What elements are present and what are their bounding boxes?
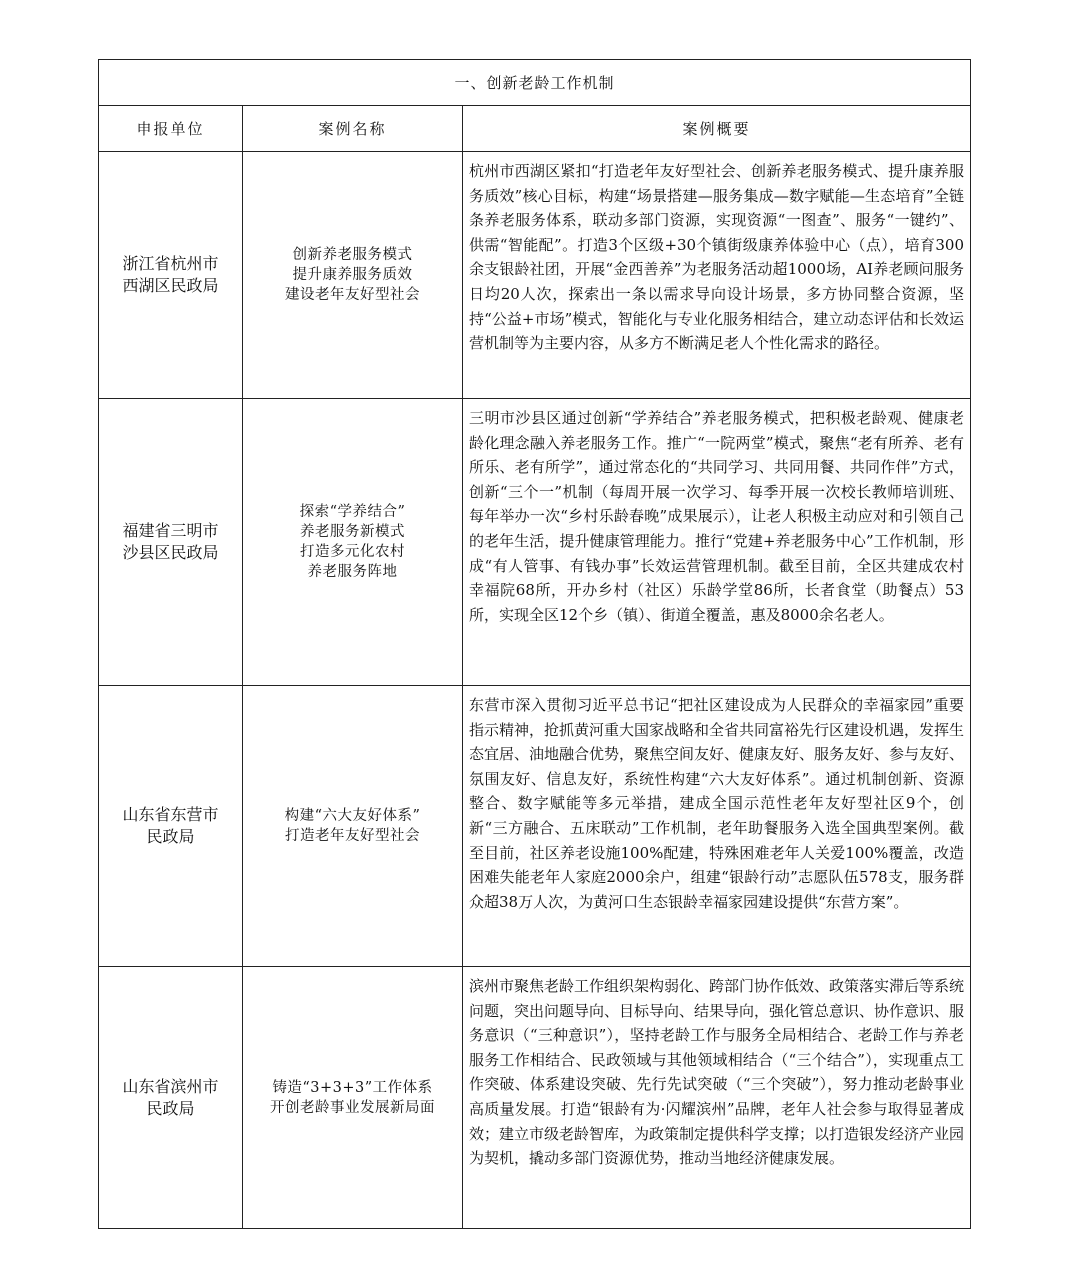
case-name-line: 构建“六大友好体系”	[284, 808, 421, 824]
case-name-line: 打造老年友好型社会	[285, 828, 420, 844]
case-name-line: 养老服务新模式	[300, 524, 405, 540]
case-name-line: 探索“学养结合”	[299, 504, 406, 520]
case-table	[98, 59, 971, 1229]
unit-line: 山东省东营市	[122, 805, 219, 824]
unit-cell	[99, 686, 243, 967]
case-name-cell	[243, 152, 463, 399]
case-name-line: 打造多元化农村	[300, 544, 405, 560]
case-name-line: 开创老龄事业发展新局面	[270, 1099, 435, 1116]
summary-cell: 杭州市西湖区紧扣“打造老年友好型社会、创新养老服务模式、提升康养服务质效”核心目标，构建“场景搭建—服务集成—数字赋能—生态培育”全链条养老服务体系，联动多部门资源，实现资源“一图查”、服务“一键约”、供需“智能配”。打造3个区级+30个镇街级康养体验中心（点），培育300余支银龄社团，开展“金西善养”为老服务活动超1000场，AI养老顾问服务日均20人次，探索出一条以需求导向设计场景，多方协同整合资源，坚持“公益+市场”模式，智能化与专业化服务相结合，建立动态评估和长效运营机制等为主要内容，从多方不断满足老人个性化需求的路径。	[463, 152, 971, 399]
case-name-cell	[243, 399, 463, 686]
unit-cell	[99, 152, 243, 399]
unit-line: 西湖区民政局	[122, 276, 219, 295]
header-summary: 案例概要	[463, 106, 971, 152]
table-row	[99, 967, 971, 1229]
unit-cell	[99, 967, 243, 1229]
header-unit: 申报单位	[99, 106, 243, 152]
case-name-line: 铸造“3+3+3”工作体系	[272, 1079, 433, 1096]
case-name-cell	[243, 686, 463, 967]
summary-cell: 滨州市聚焦老龄工作组织架构弱化、跨部门协作低效、政策落实滞后等系统问题，突出问题导向、目标导向、结果导向，强化管总意识、协作意识、服务意识（“三种意识”），坚持老龄工作与服务全局相结合、老龄工作与养老服务工作相结合、民政领域与其他领域相结合（“三个结合”），实现重点工作突破、体系建设突破、先行先试突破（“三个突破”），努力推动老龄事业高质量发展。打造“银龄有为·闪耀滨州”品牌，老年人社会参与取得显著成效；建立市级老龄智库，为政策制定提供科学支撑；以打造银发经济产业园为契机，撬动多部门资源优势，推动当地经济健康发展。	[463, 967, 971, 1229]
table-row	[99, 399, 971, 686]
unit-line: 山东省滨州市	[122, 1076, 219, 1096]
table-row	[99, 152, 971, 399]
unit-line: 沙县区民政局	[122, 543, 219, 562]
unit-line: 民政局	[146, 1098, 195, 1118]
case-name-line: 养老服务阵地	[307, 564, 398, 580]
case-name-cell	[243, 967, 463, 1229]
case-name-line: 创新养老服务模式	[292, 247, 413, 263]
unit-line: 福建省三明市	[122, 521, 219, 540]
section-title: 一、创新老龄工作机制	[99, 60, 971, 106]
case-name-line: 提升康养服务质效	[292, 267, 413, 283]
case-name-line: 建设老年友好型社会	[285, 287, 420, 303]
header-case-name: 案例名称	[243, 106, 463, 152]
summary-cell: 三明市沙县区通过创新“学养结合”养老服务模式，把积极老龄观、健康老龄化理念融入养老服务工作。推广“一院两堂”模式，聚焦“老有所养、老有所乐、老有所学”，通过常态化的“共同学习、共同用餐、共同作伴”方式，创新“三个一”机制（每周开展一次学习、每季开展一次校长教师培训班、每年举办一次“乡村乐龄春晚”成果展示），让老人积极主动应对和引领自己的老年生活，提升健康管理能力。推行“党建+养老服务中心”工作机制，形成“有人管事、有钱办事”长效运营管理机制。截至目前，全区共建成农村幸福院68所，开办乡村（社区）乐龄学堂86所，长者食堂（助餐点）53所，实现全区12个乡（镇）、街道全覆盖，惠及8000余名老人。	[463, 399, 971, 686]
unit-line: 民政局	[146, 827, 195, 846]
unit-line: 浙江省杭州市	[122, 254, 219, 273]
unit-cell	[99, 399, 243, 686]
table-row	[99, 686, 971, 967]
summary-cell: 东营市深入贯彻习近平总书记“把社区建设成为人民群众的幸福家园”重要指示精神，抢抓黄河重大国家战略和全省共同富裕先行区建设机遇，发挥生态宜居、油地融合优势，聚焦空间友好、健康友好、服务友好、参与友好、氛围友好、信息友好，系统性构建“六大友好体系”。通过机制创新、资源整合、数字赋能等多元举措，建成全国示范性老年友好型社区9个，创新“三方融合、五床联动”工作机制，老年助餐服务入选全国典型案例。截至目前，社区养老设施100%配建，特殊困难老年人关爱100%覆盖，改造困难失能老年人家庭2000余户，组建“银龄行动”志愿队伍578支，服务群众超38万人次，为黄河口生态银龄幸福家园建设提供“东营方案”。	[463, 686, 971, 967]
